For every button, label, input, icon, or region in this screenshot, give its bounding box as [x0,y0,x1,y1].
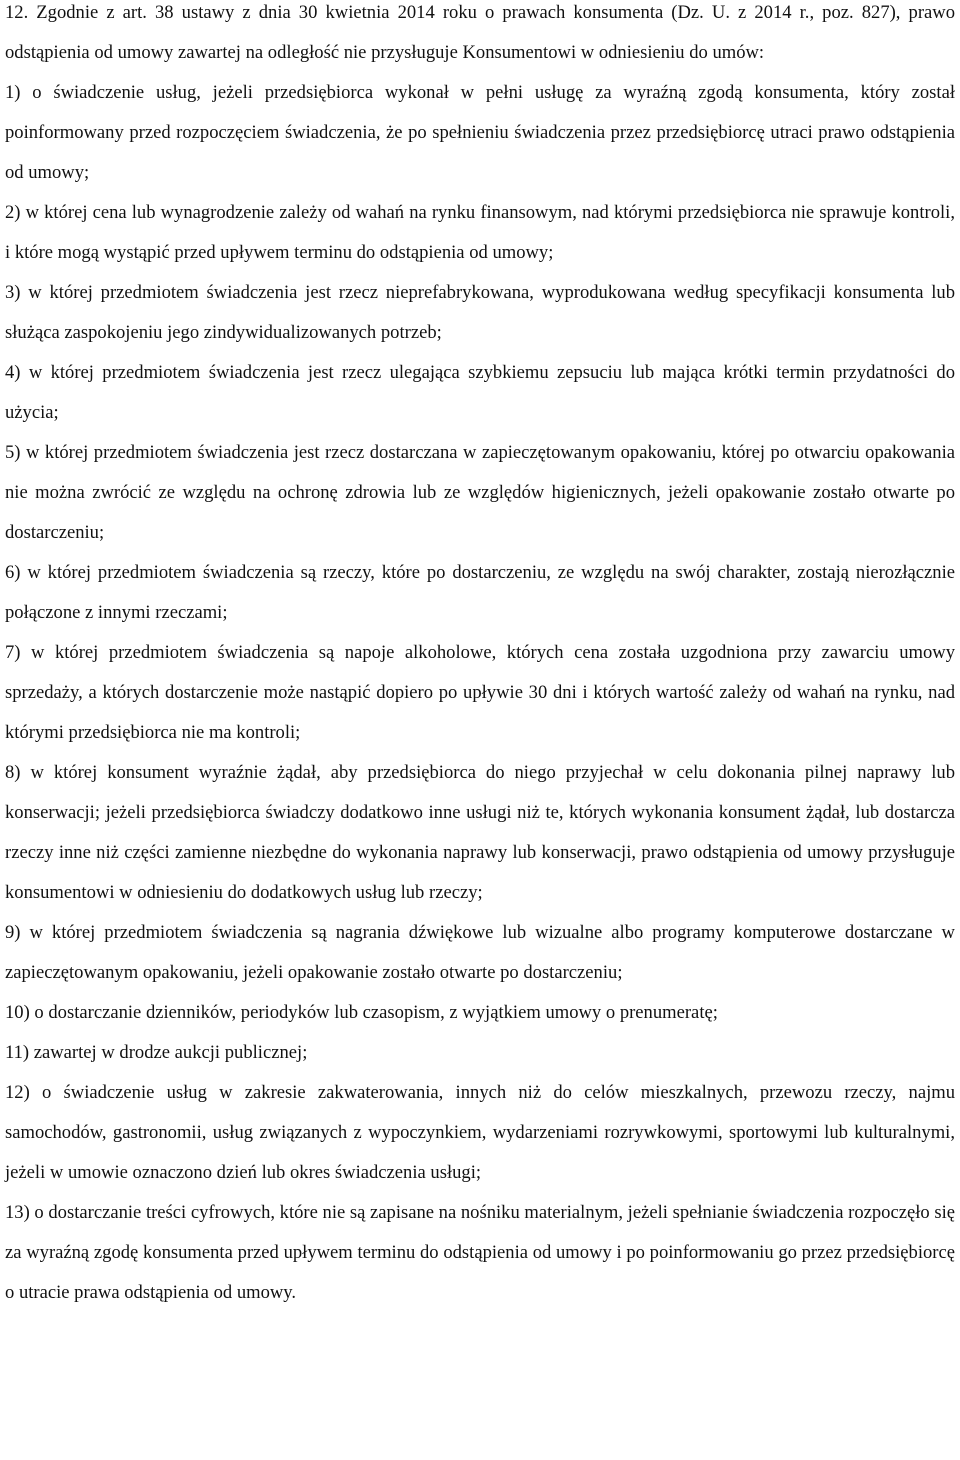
intro-paragraph: 12. Zgodnie z art. 38 ustawy z dnia 30 kwietnia 2014 roku o prawach konsumenta (Dz. U. z 2014 r., poz. 827), prawo odstąpienia od umowy zawartej na odległość nie przysługuje Konsumentowi w odniesieniu do umów: [5,2,955,63]
list-item-13: 13) o dostarczanie treści cyfrowych, które nie są zapisane na nośniku materialnym, jeżeli spełnianie świadczenia rozpoczęło się za wyraźną zgodę konsumenta przed upływem terminu do odstąpienia od umowy i po poinformowaniu go przez przedsiębiorcę o utracie prawa odstąpienia od umowy. [5,1202,955,1303]
list-item-5: 5) w której przedmiotem świadczenia jest rzecz dostarczana w zapieczętowanym opakowaniu, której po otwarciu opakowania nie można zwrócić ze względu na ochronę zdrowia lub ze względów higienicznych, jeżeli opakowanie zostało otwarte po dostarczeniu; [5,442,955,543]
list-item-11: 11) zawartej w drodze aukcji publicznej; [5,1042,308,1063]
list-item-1: 1) o świadczenie usług, jeżeli przedsiębiorca wykonał w pełni usługę za wyraźną zgodą konsumenta, który został poinformowany przed rozpoczęciem świadczenia, że po spełnieniu świadczenia przez przedsiębiorcę utraci prawo odstąpienia od umowy; [5,82,955,183]
list-item-10: 10) o dostarczanie dzienników, periodyków lub czasopism, z wyjątkiem umowy o prenumeratę; [5,1002,718,1023]
document-page [5,0,955,1313]
list-item-9: 9) w której przedmiotem świadczenia są nagrania dźwiękowe lub wizualne albo programy komputerowe dostarczane w zapieczętowanym opakowaniu, jeżeli opakowanie zostało otwarte po dostarczeniu; [5,922,955,983]
list-item-6: 6) w której przedmiotem świadczenia są rzeczy, które po dostarczeniu, ze względu na swój charakter, zostają nierozłącznie połączone z innymi rzeczami; [5,562,955,623]
list-item-12: 12) o świadczenie usług w zakresie zakwaterowania, innych niż do celów mieszkalnych, przewozu rzeczy, najmu samochodów, gastronomii, usług związanych z wypoczynkiem, wydarzeniami rozrywkowymi, sportowymi lub kulturalnymi, jeżeli w umowie oznaczono dzień lub okres świadczenia usługi; [5,1082,955,1183]
list-item-8: 8) w której konsument wyraźnie żądał, aby przedsiębiorca do niego przyjechał w celu dokonania pilnej naprawy lub konserwacji; jeżeli przedsiębiorca świadczy dodatkowo inne usługi niż te, których wykonania konsument żądał, lub dostarcza rzeczy inne niż części zamienne niezbędne do wykonania naprawy lub konserwacji, prawo odstąpienia od umowy przysługuje konsumentowi w odniesieniu do dodatkowych usług lub rzeczy; [5,762,955,903]
list-item-2: 2) w której cena lub wynagrodzenie zależy od wahań na rynku finansowym, nad którymi przedsiębiorca nie sprawuje kontroli, i które mogą wystąpić przed upływem terminu do odstąpienia od umowy; [5,202,955,263]
list-item-7: 7) w której przedmiotem świadczenia są napoje alkoholowe, których cena została uzgodniona przy zawarciu umowy sprzedaży, a których dostarczenie może nastąpić dopiero po upływie 30 dni i których wartość zależy od wahań na rynku, nad którymi przedsiębiorca nie ma kontroli; [5,642,955,743]
list-item-3: 3) w której przedmiotem świadczenia jest rzecz nieprefabrykowana, wyprodukowana według specyfikacji konsumenta lub służąca zaspokojeniu jego zindywidualizowanych potrzeb; [5,282,955,343]
list-item-4: 4) w której przedmiotem świadczenia jest rzecz ulegająca szybkiemu zepsuciu lub mająca krótki termin przydatności do użycia; [5,362,955,423]
